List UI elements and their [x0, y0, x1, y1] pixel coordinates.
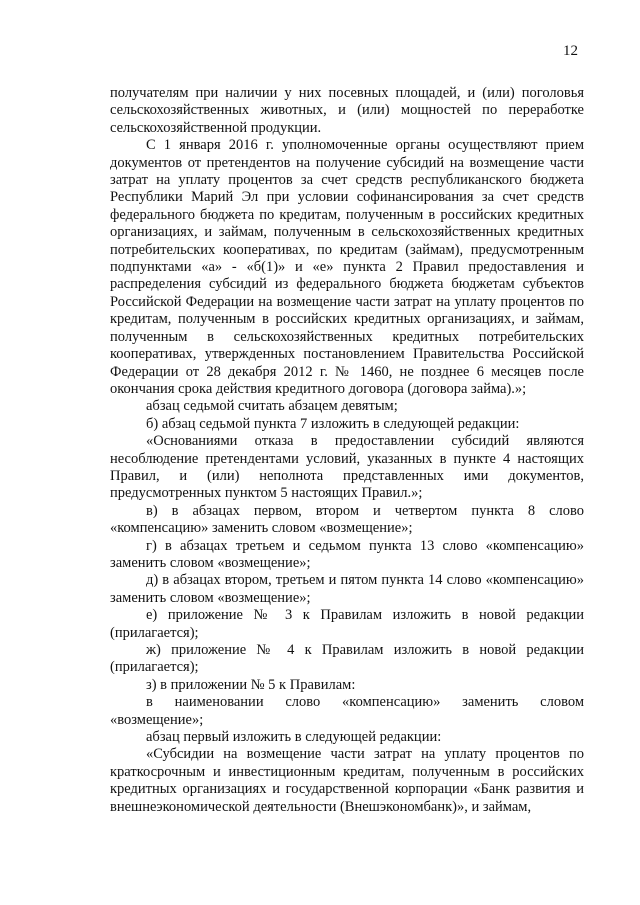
paragraph: в наименовании слово «компенсацию» заменить словом «возмещение»; [110, 694, 584, 728]
paragraph: «Субсидии на возмещение части затрат на уплату процентов по краткосрочным и инвестиционным кредитам, полученным в российских кредитных организациях и государственной корпорации «Банк развития и внешнеэкономической деятельности (Внешэкономбанк)», и займам, [110, 746, 584, 815]
document-body [110, 85, 584, 816]
page-number: 12 [563, 43, 578, 59]
paragraph: С 1 января 2016 г. уполномоченные органы осуществляют прием документов от претендентов на получение субсидий на возмещение части затрат на уплату процентов за счет средств республиканского бюджета Республики Марий Эл при условии софинансирования за счет средств федерального бюджета по кредитам, полученным в российских кредитных организациях, и займам, полученным в сельскохозяйственных кредитных потребительских кооперативах, по кредитам (займам), предусмотренным подпунктами «а» - «б(1)» и «е» пункта 2 Правил предоставления и распределения субсидий из федерального бюджета бюджетам субъектов Российской Федерации на возмещение части затрат на уплату процентов по кредитам, полученным в российских кредитных организациях, и займам, полученным в сельскохозяйственных кредитных потребительских кооперативах, утвержденных постановлением Правительства Российской Федерации от 28 декабря 2012 г. № 1460, не позднее 6 месяцев после окончания срока действия кредитного договора (договора займа).»; [110, 137, 584, 397]
paragraph: е) приложение № 3 к Правилам изложить в новой редакции (прилагается); [110, 607, 584, 641]
paragraph: в) в абзацах первом, втором и четвертом пункта 8 слово «компенсацию» заменить словом «возмещение»; [110, 502, 584, 537]
paragraph: получателям при наличии у них посевных площадей, и (или) поголовья сельскохозяйственных животных, и (или) мощностей по переработке сельскохозяйственной продукции. [110, 85, 584, 136]
paragraph: абзац седьмой считать абзацем девятым; [146, 398, 398, 415]
paragraph: абзац первый изложить в следующей редакции: [146, 729, 442, 746]
paragraph: д) в абзацах втором, третьем и пятом пункта 14 слово «компенсацию» заменить словом «возмещение»; [110, 572, 584, 606]
paragraph: з) в приложении № 5 к Правилам: [146, 676, 356, 693]
paragraph: г) в абзацах третьем и седьмом пункта 13 слово «компенсацию» заменить словом «возмещение»; [110, 537, 584, 571]
paragraph: «Основаниями отказа в предоставлении субсидий являются несоблюдение претендентами условий, указанных в пункте 4 настоящих Правил, и (или) неполнота представленных ими документов, предусмотренных пунктом 5 настоящих Правил.»; [110, 433, 584, 502]
paragraph: ж) приложение № 4 к Правилам изложить в новой редакции (прилагается); [110, 642, 584, 676]
paragraph: б) абзац седьмой пункта 7 изложить в следующей редакции: [146, 415, 520, 432]
